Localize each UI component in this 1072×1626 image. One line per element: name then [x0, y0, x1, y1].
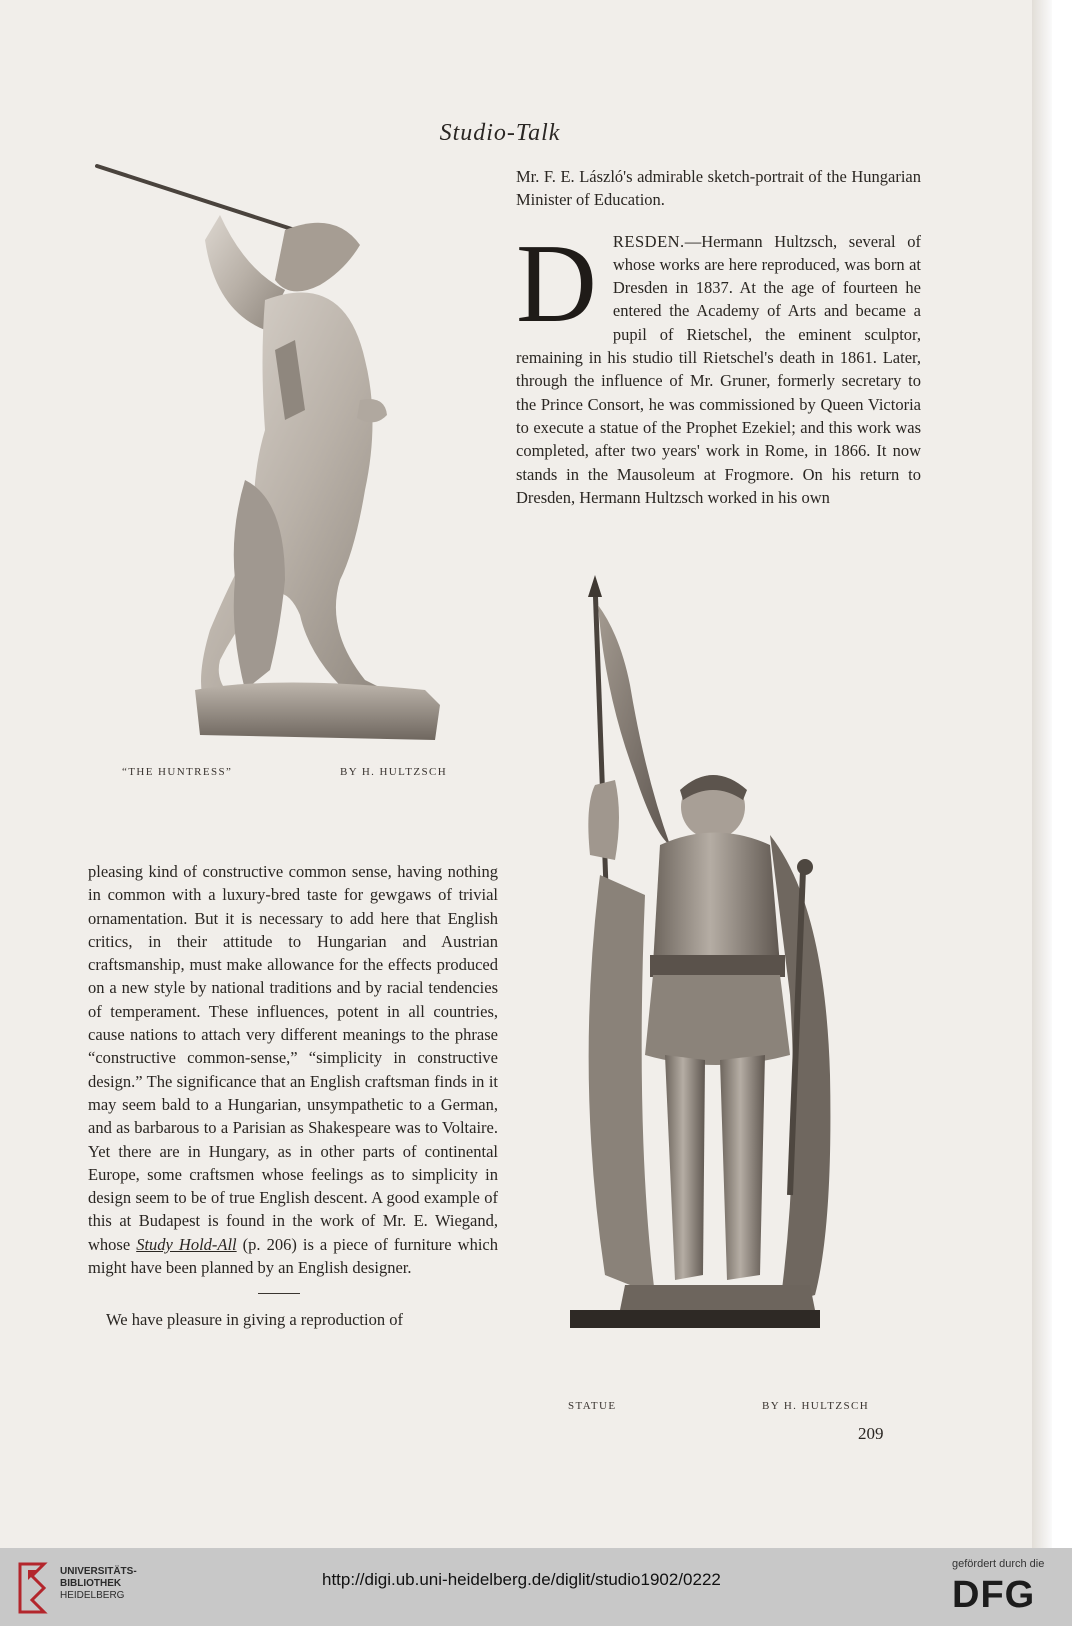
huntress-caption-credit: BY H. HULTZSCH	[340, 766, 448, 778]
intro-paragraph: Mr. F. E. László's admirable sketch-portrait of the Hungarian Minister of Education.	[516, 167, 921, 210]
huntress-statue-image	[95, 160, 455, 760]
library-logo-icon	[14, 1560, 54, 1619]
statue-caption-title: STATUE	[568, 1400, 617, 1412]
library-name	[60, 1566, 137, 1602]
statue-figure	[565, 575, 865, 1375]
permalink-url[interactable]: http://digi.ub.uni-heidelberg.de/diglit/studio1902/0222	[322, 1570, 721, 1589]
study-hold-all-title: Study Hold-All	[136, 1234, 237, 1254]
reproduction-paragraph: We have pleasure in giving a reproduction of	[106, 1310, 403, 1330]
statue-caption-credit: BY H. HULTZSCH	[762, 1400, 870, 1412]
library-name-line2: BIBLIOTHEK	[60, 1578, 122, 1589]
dresden-paragraph-text: —Hermann Hultzsch, several of whose works are here reproduced, was born at Dresden in 1837. At the age of fourteen he entered the Academy of Arts and became a pupil of Rietschel, the eminent sculptor, remaining in his studio till Rietschel's death in 1861. Later, through the influence of Mr. Gruner, formerly secretary to the Prince Consort, he was commissioned by Queen Victoria to execute a statue of the Prophet Ezekiel; and this work was completed, after two years' work in Rome, in 1866. It now stands in the Mausoleum at Frogmore. On his return to Dresden, Hermann Hultzsch worked in his own	[516, 231, 921, 507]
huntress-caption-title: “THE HUNTRESS”	[122, 766, 233, 778]
running-head: Studio-Talk	[439, 120, 561, 146]
right-column-text	[516, 165, 921, 509]
library-name-line3: HEIDELBERG	[60, 1590, 125, 1601]
common-sense-paragraph	[88, 860, 498, 1279]
common-sense-text-start: pleasing kind of constructive common sense, having nothing in common with a luxury-bred taste for gewgaws of trivial ornamentation. But it is necessary to add here that English critics, in their attitude to Hungarian and Austrian craftsmanship, must make allowance for the effects produced on a new style by national traditions and by racial tendencies of temperament. These influences, potent in all countries, cause nations to attach very different meanings to the phrase “constructive common-sense,” “simplicity in constructive design.” The significance that an English craftsman finds in it may seem bald to a Hungarian, unsympathetic to a German, and as barbarous to a Parisian as Shakespeare was to Voltaire. Yet there are in Hungary, as in other parts of continental Europe, some craftsmen whose feelings as to simplicity in design seem to be of true English descent. A good example of this at Budapest is found in the work of Mr. E. Wiegand, whose	[88, 862, 498, 1254]
digitization-footer	[0, 1548, 1072, 1626]
section-divider	[258, 1293, 300, 1294]
dresden-paragraph	[516, 221, 921, 510]
page-number: 209	[858, 1424, 884, 1443]
lead-in-text: RESDEN.	[612, 231, 685, 251]
library-name-line1: UNIVERSITÄTS-	[60, 1566, 137, 1577]
dfg-logo: DFG	[952, 1574, 1036, 1616]
page-edge-shadow	[1032, 0, 1052, 1548]
funded-by-label: gefördert durch die	[952, 1558, 1045, 1570]
huntress-figure	[95, 160, 455, 760]
left-column-text	[88, 860, 498, 1332]
common-sense-text-end: (p. 206) is a piece of furniture which might have been planned by an English designer.	[88, 1234, 498, 1278]
armoured-statue-image	[565, 575, 865, 1375]
dropcap-letter: D	[516, 221, 597, 346]
